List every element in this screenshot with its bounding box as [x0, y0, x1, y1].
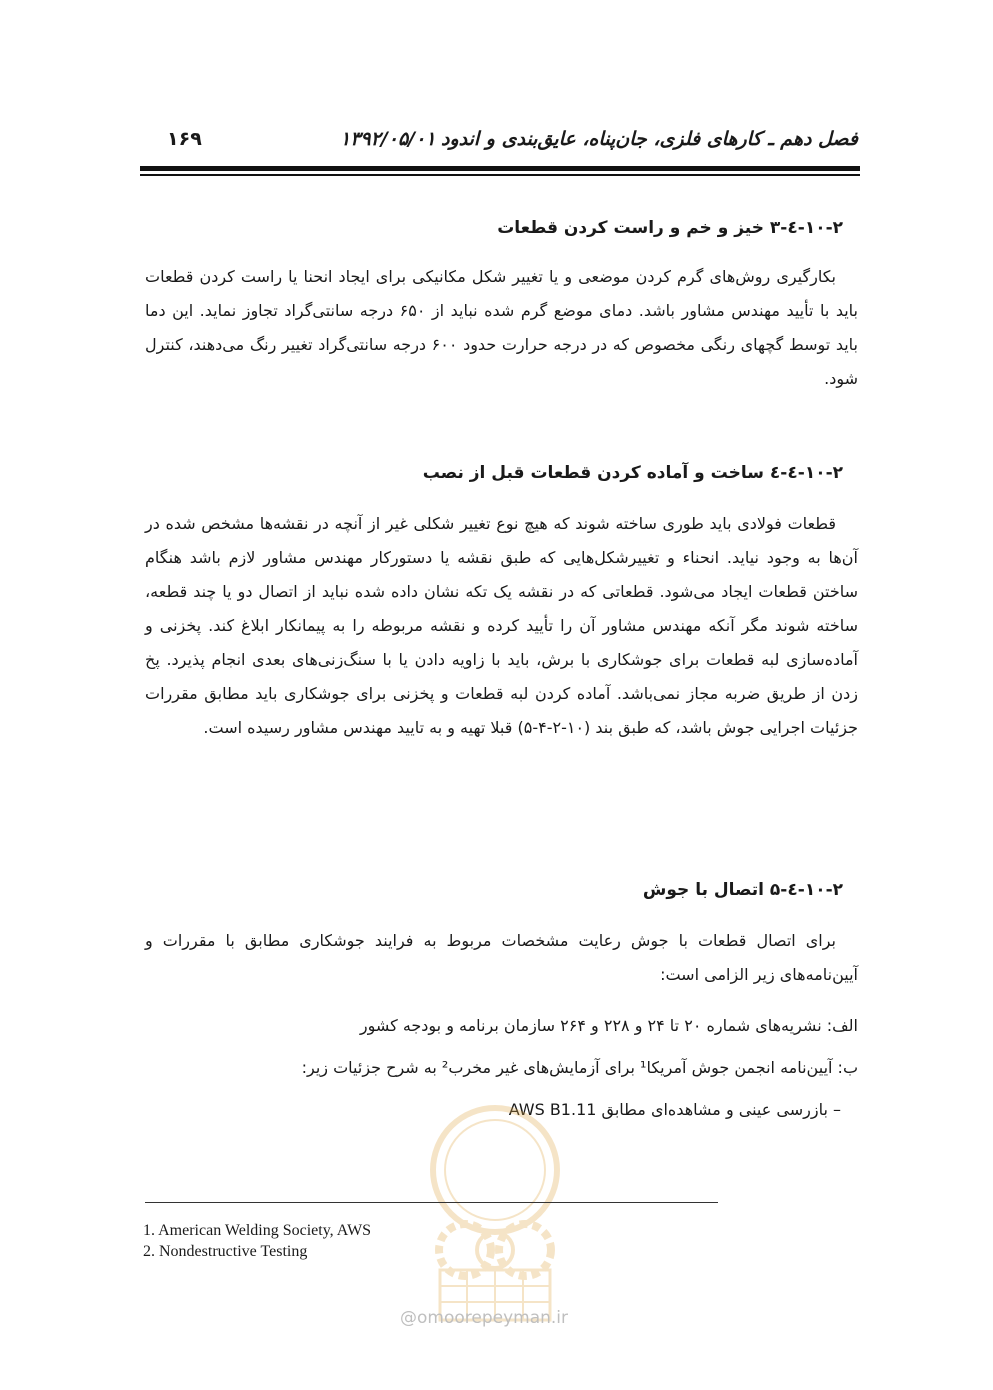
header-rule-thin	[140, 174, 860, 176]
footnote-2: 2. Nondestructive Testing	[143, 1243, 308, 1260]
list-item-b: ب: آیین‌نامه انجمن جوش آمریکا¹ برای آزمایش‌های غیر مخرب² به شرح جزئیات زیر:	[301, 1058, 858, 1077]
footnote-1: 1. American Welding Society, AWS	[143, 1222, 372, 1239]
section-heading-1: ۱۰-۲-٤-۳ خیز و خم و راست کردن قطعات	[497, 218, 843, 238]
watermark-logo-icon	[395, 1100, 595, 1330]
section-paragraph-3: برای اتصال قطعات با جوش رعایت مشخصات مربوط به فرایند جوشکاری مطابق با مقررات و آیین‌نامه‌های زیر الزامی است:	[145, 931, 858, 984]
list-item-b-sub: – بازرسی عینی و مشاهده‌ای مطابق AWS B1.11	[508, 1100, 841, 1119]
page-number: ۱۶۹	[167, 128, 202, 150]
section-paragraph-2: قطعات فولادی باید طوری ساخته شوند که هیچ نوع تغییر شکلی غیر از آنچه در نقشه‌ها مشخص شده در آن‌ها به وجود نیاید. انحناء و تغییرشکل‌هایی که طبق نقشه یا دستورکار مهندس مشاور لازم باشد هنگام ساختن قطعات ایجاد می‌شود. قطعاتی که در نقشه یک تکه نشان داده شده نباید از اتصال دو یا چند قطعه، ساخته شوند مگر آنکه مهندس مشاور آن را تأیید کرده و نقشه مربوطه را به پیمانکار ابلاغ کند. پخزنی و آماده‌سازی لبه قطعات برای جوشکاری با برش، باید با زاویه دادن یا با سنگ‌زنی‌های بعدی انجام پذیرد. پخ زدن از طریق ضربه مجاز نمی‌باشد. آماده کردن لبه قطعات و پخزنی برای جوشکاری باید مطابق مقررات جزئیات اجرایی جوش باشد، که طبق بند (۱۰-۲-۴-۵) قبلا تهیه و به تایید مهندس مشاور رسیده است.	[145, 514, 858, 737]
header-chapter-title: فصل دهم ـ کارهای فلزی، جان‌پناه، عایق‌بندی و اندود	[441, 128, 858, 150]
section-heading-3: ۱۰-۲-٤-۵ اتصال با جوش	[642, 880, 843, 900]
footnote-divider	[145, 1202, 718, 1203]
list-item-a: الف: نشریه‌های شماره ۲۰ تا ۲۴ و ۲۲۸ و ۲۶۴ سازمان برنامه و بودجه کشور	[359, 1016, 858, 1035]
watermark-handle: @omoorepeyman.ir	[400, 1308, 569, 1328]
section-heading-2: ۱۰-۲-٤-٤ ساخت و آماده کردن قطعات قبل از نصب	[422, 463, 843, 483]
header-date: ۱۳۹۲/۰۵/۰۱	[340, 128, 436, 150]
section-paragraph-1: بکارگیری روش‌های گرم کردن موضعی و یا تغییر شکل مکانیکی برای ایجاد انحنا یا راست کردن قطعات باید با تأیید مهندس مشاور باشد. دمای موضع گرم شده نباید از ۶۵۰ درجه سانتی‌گراد تجاوز نماید. این دما باید توسط گچهای رنگی مخصوص که در درجه حرارت حدود ۶۰۰ درجه سانتی‌گراد تغییر رنگ می‌دهند، کنترل شود.	[145, 267, 859, 388]
header-rule-thick	[140, 166, 860, 171]
